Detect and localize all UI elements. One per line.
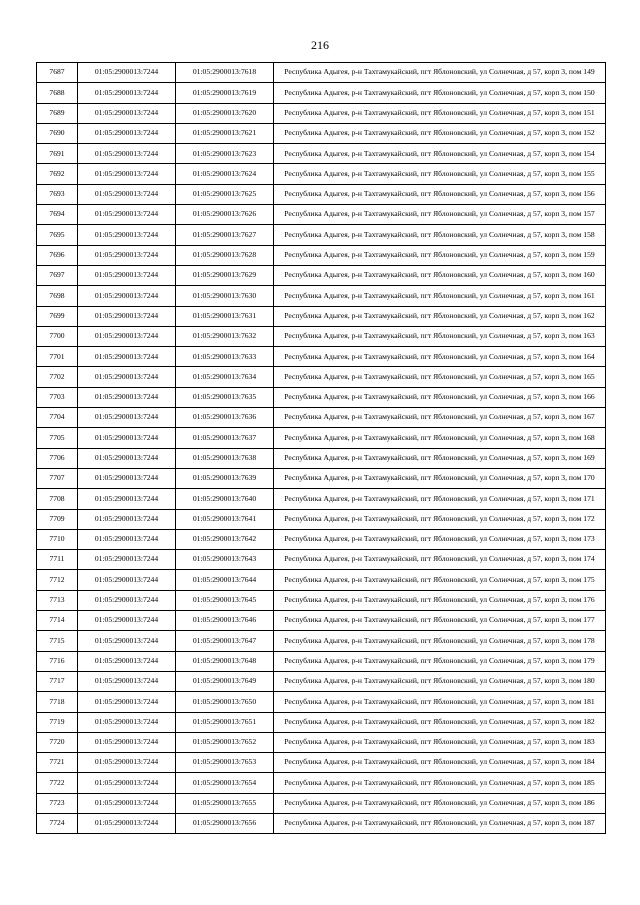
parent-cadastral-number: 01:05:2900013:7244 bbox=[78, 387, 176, 407]
address: Республика Адыгея, р-н Тахтамукайский, пгт Яблоновский, ул Солнечная, д 57, корп 3, пом 177 bbox=[274, 611, 606, 631]
row-number: 7717 bbox=[37, 671, 78, 691]
cadastral-number: 01:05:2900013:7638 bbox=[176, 448, 274, 468]
address: Республика Адыгея, р-н Тахтамукайский, пгт Яблоновский, ул Солнечная, д 57, корп 3, пом 149 bbox=[274, 63, 606, 83]
cadastral-number: 01:05:2900013:7623 bbox=[176, 144, 274, 164]
address: Республика Адыгея, р-н Тахтамукайский, пгт Яблоновский, ул Солнечная, д 57, корп 3, пом 172 bbox=[274, 509, 606, 529]
table-row bbox=[37, 306, 606, 326]
cadastral-number: 01:05:2900013:7632 bbox=[176, 326, 274, 346]
parent-cadastral-number: 01:05:2900013:7244 bbox=[78, 712, 176, 732]
parent-cadastral-number: 01:05:2900013:7244 bbox=[78, 590, 176, 610]
row-number: 7721 bbox=[37, 753, 78, 773]
table-row bbox=[37, 712, 606, 732]
table-row bbox=[37, 367, 606, 387]
row-number: 7707 bbox=[37, 468, 78, 488]
address: Республика Адыгея, р-н Тахтамукайский, пгт Яблоновский, ул Солнечная, д 57, корп 3, пом 171 bbox=[274, 489, 606, 509]
cadastral-number: 01:05:2900013:7626 bbox=[176, 205, 274, 225]
parent-cadastral-number: 01:05:2900013:7244 bbox=[78, 489, 176, 509]
address: Республика Адыгея, р-н Тахтамукайский, пгт Яблоновский, ул Солнечная, д 57, корп 3, пом 161 bbox=[274, 286, 606, 306]
row-number: 7705 bbox=[37, 428, 78, 448]
parent-cadastral-number: 01:05:2900013:7244 bbox=[78, 367, 176, 387]
table-row bbox=[37, 651, 606, 671]
address: Республика Адыгея, р-н Тахтамукайский, пгт Яблоновский, ул Солнечная, д 57, корп 3, пом 184 bbox=[274, 753, 606, 773]
cadastral-number: 01:05:2900013:7654 bbox=[176, 773, 274, 793]
address: Республика Адыгея, р-н Тахтамукайский, пгт Яблоновский, ул Солнечная, д 57, корп 3, пом 170 bbox=[274, 468, 606, 488]
row-number: 7718 bbox=[37, 692, 78, 712]
cadastral-number: 01:05:2900013:7648 bbox=[176, 651, 274, 671]
address: Республика Адыгея, р-н Тахтамукайский, пгт Яблоновский, ул Солнечная, д 57, корп 3, пом 187 bbox=[274, 813, 606, 833]
row-number: 7697 bbox=[37, 265, 78, 285]
table-row bbox=[37, 428, 606, 448]
cadastral-number: 01:05:2900013:7642 bbox=[176, 529, 274, 549]
table-row bbox=[37, 63, 606, 83]
table-row bbox=[37, 387, 606, 407]
row-number: 7706 bbox=[37, 448, 78, 468]
cadastral-number: 01:05:2900013:7637 bbox=[176, 428, 274, 448]
row-number: 7704 bbox=[37, 408, 78, 428]
table-row bbox=[37, 448, 606, 468]
address: Республика Адыгея, р-н Тахтамукайский, пгт Яблоновский, ул Солнечная, д 57, корп 3, пом 152 bbox=[274, 123, 606, 143]
row-number: 7688 bbox=[37, 83, 78, 103]
cadastral-number: 01:05:2900013:7656 bbox=[176, 813, 274, 833]
parent-cadastral-number: 01:05:2900013:7244 bbox=[78, 631, 176, 651]
table-row bbox=[37, 83, 606, 103]
parent-cadastral-number: 01:05:2900013:7244 bbox=[78, 550, 176, 570]
table-row bbox=[37, 164, 606, 184]
address: Республика Адыгея, р-н Тахтамукайский, пгт Яблоновский, ул Солнечная, д 57, корп 3, пом 167 bbox=[274, 408, 606, 428]
address: Республика Адыгея, р-н Тахтамукайский, пгт Яблоновский, ул Солнечная, д 57, корп 3, пом 180 bbox=[274, 671, 606, 691]
address: Республика Адыгея, р-н Тахтамукайский, пгт Яблоновский, ул Солнечная, д 57, корп 3, пом 155 bbox=[274, 164, 606, 184]
cadastral-number: 01:05:2900013:7627 bbox=[176, 225, 274, 245]
row-number: 7711 bbox=[37, 550, 78, 570]
parent-cadastral-number: 01:05:2900013:7244 bbox=[78, 529, 176, 549]
table-row bbox=[37, 813, 606, 833]
cadastral-number: 01:05:2900013:7633 bbox=[176, 347, 274, 367]
cadastral-number: 01:05:2900013:7647 bbox=[176, 631, 274, 651]
row-number: 7710 bbox=[37, 529, 78, 549]
address: Республика Адыгея, р-н Тахтамукайский, пгт Яблоновский, ул Солнечная, д 57, корп 3, пом 179 bbox=[274, 651, 606, 671]
row-number: 7713 bbox=[37, 590, 78, 610]
parent-cadastral-number: 01:05:2900013:7244 bbox=[78, 144, 176, 164]
table-row bbox=[37, 570, 606, 590]
row-number: 7690 bbox=[37, 123, 78, 143]
parent-cadastral-number: 01:05:2900013:7244 bbox=[78, 103, 176, 123]
cadastral-number: 01:05:2900013:7618 bbox=[176, 63, 274, 83]
row-number: 7694 bbox=[37, 205, 78, 225]
parent-cadastral-number: 01:05:2900013:7244 bbox=[78, 83, 176, 103]
address: Республика Адыгея, р-н Тахтамукайский, пгт Яблоновский, ул Солнечная, д 57, корп 3, пом 173 bbox=[274, 529, 606, 549]
address: Республика Адыгея, р-н Тахтамукайский, пгт Яблоновский, ул Солнечная, д 57, корп 3, пом 165 bbox=[274, 367, 606, 387]
address: Республика Адыгея, р-н Тахтамукайский, пгт Яблоновский, ул Солнечная, д 57, корп 3, пом 176 bbox=[274, 590, 606, 610]
row-number: 7696 bbox=[37, 245, 78, 265]
address: Республика Адыгея, р-н Тахтамукайский, пгт Яблоновский, ул Солнечная, д 57, корп 3, пом 178 bbox=[274, 631, 606, 651]
row-number: 7708 bbox=[37, 489, 78, 509]
cadastral-number: 01:05:2900013:7630 bbox=[176, 286, 274, 306]
address: Республика Адыгея, р-н Тахтамукайский, пгт Яблоновский, ул Солнечная, д 57, корп 3, пом 186 bbox=[274, 793, 606, 813]
cadastral-number: 01:05:2900013:7631 bbox=[176, 306, 274, 326]
cadastral-number: 01:05:2900013:7621 bbox=[176, 123, 274, 143]
cadastral-number: 01:05:2900013:7652 bbox=[176, 732, 274, 752]
parent-cadastral-number: 01:05:2900013:7244 bbox=[78, 408, 176, 428]
table-row bbox=[37, 245, 606, 265]
address: Республика Адыгея, р-н Тахтамукайский, пгт Яблоновский, ул Солнечная, д 57, корп 3, пом 166 bbox=[274, 387, 606, 407]
row-number: 7723 bbox=[37, 793, 78, 813]
parent-cadastral-number: 01:05:2900013:7244 bbox=[78, 448, 176, 468]
table-row bbox=[37, 408, 606, 428]
parent-cadastral-number: 01:05:2900013:7244 bbox=[78, 753, 176, 773]
address: Республика Адыгея, р-н Тахтамукайский, пгт Яблоновский, ул Солнечная, д 57, корп 3, пом 185 bbox=[274, 773, 606, 793]
table-row bbox=[37, 144, 606, 164]
row-number: 7720 bbox=[37, 732, 78, 752]
table-row bbox=[37, 529, 606, 549]
parent-cadastral-number: 01:05:2900013:7244 bbox=[78, 164, 176, 184]
parent-cadastral-number: 01:05:2900013:7244 bbox=[78, 813, 176, 833]
cadastral-number: 01:05:2900013:7625 bbox=[176, 184, 274, 204]
cadastral-number: 01:05:2900013:7653 bbox=[176, 753, 274, 773]
row-number: 7692 bbox=[37, 164, 78, 184]
table-row bbox=[37, 732, 606, 752]
row-number: 7722 bbox=[37, 773, 78, 793]
row-number: 7689 bbox=[37, 103, 78, 123]
parent-cadastral-number: 01:05:2900013:7244 bbox=[78, 671, 176, 691]
parent-cadastral-number: 01:05:2900013:7244 bbox=[78, 793, 176, 813]
address: Республика Адыгея, р-н Тахтамукайский, пгт Яблоновский, ул Солнечная, д 57, корп 3, пом 154 bbox=[274, 144, 606, 164]
parent-cadastral-number: 01:05:2900013:7244 bbox=[78, 63, 176, 83]
cadastral-number: 01:05:2900013:7619 bbox=[176, 83, 274, 103]
parent-cadastral-number: 01:05:2900013:7244 bbox=[78, 225, 176, 245]
address: Республика Адыгея, р-н Тахтамукайский, пгт Яблоновский, ул Солнечная, д 57, корп 3, пом 163 bbox=[274, 326, 606, 346]
table-row bbox=[37, 611, 606, 631]
table-row bbox=[37, 550, 606, 570]
cadastral-number: 01:05:2900013:7655 bbox=[176, 793, 274, 813]
address: Республика Адыгея, р-н Тахтамукайский, пгт Яблоновский, ул Солнечная, д 57, корп 3, пом 160 bbox=[274, 265, 606, 285]
row-number: 7719 bbox=[37, 712, 78, 732]
address: Республика Адыгея, р-н Тахтамукайский, пгт Яблоновский, ул Солнечная, д 57, корп 3, пом 164 bbox=[274, 347, 606, 367]
address: Республика Адыгея, р-н Тахтамукайский, пгт Яблоновский, ул Солнечная, д 57, корп 3, пом 181 bbox=[274, 692, 606, 712]
parent-cadastral-number: 01:05:2900013:7244 bbox=[78, 468, 176, 488]
table-row bbox=[37, 773, 606, 793]
table-row bbox=[37, 265, 606, 285]
row-number: 7709 bbox=[37, 509, 78, 529]
cadastral-number: 01:05:2900013:7639 bbox=[176, 468, 274, 488]
address: Республика Адыгея, р-н Тахтамукайский, пгт Яблоновский, ул Солнечная, д 57, корп 3, пом 150 bbox=[274, 83, 606, 103]
table-row bbox=[37, 590, 606, 610]
row-number: 7702 bbox=[37, 367, 78, 387]
address: Республика Адыгея, р-н Тахтамукайский, пгт Яблоновский, ул Солнечная, д 57, корп 3, пом 151 bbox=[274, 103, 606, 123]
row-number: 7699 bbox=[37, 306, 78, 326]
address: Республика Адыгея, р-н Тахтамукайский, пгт Яблоновский, ул Солнечная, д 57, корп 3, пом 175 bbox=[274, 570, 606, 590]
row-number: 7724 bbox=[37, 813, 78, 833]
parent-cadastral-number: 01:05:2900013:7244 bbox=[78, 509, 176, 529]
parent-cadastral-number: 01:05:2900013:7244 bbox=[78, 306, 176, 326]
cadastral-number: 01:05:2900013:7636 bbox=[176, 408, 274, 428]
address: Республика Адыгея, р-н Тахтамукайский, пгт Яблоновский, ул Солнечная, д 57, корп 3, пом 157 bbox=[274, 205, 606, 225]
parent-cadastral-number: 01:05:2900013:7244 bbox=[78, 732, 176, 752]
cadastral-number: 01:05:2900013:7646 bbox=[176, 611, 274, 631]
parent-cadastral-number: 01:05:2900013:7244 bbox=[78, 265, 176, 285]
row-number: 7716 bbox=[37, 651, 78, 671]
cadastral-number: 01:05:2900013:7634 bbox=[176, 367, 274, 387]
address: Республика Адыгея, р-н Тахтамукайский, пгт Яблоновский, ул Солнечная, д 57, корп 3, пом 182 bbox=[274, 712, 606, 732]
cadastral-number: 01:05:2900013:7640 bbox=[176, 489, 274, 509]
table-row bbox=[37, 225, 606, 245]
table-row bbox=[37, 753, 606, 773]
table-row bbox=[37, 123, 606, 143]
table-row bbox=[37, 793, 606, 813]
row-number: 7691 bbox=[37, 144, 78, 164]
address: Республика Адыгея, р-н Тахтамукайский, пгт Яблоновский, ул Солнечная, д 57, корп 3, пом 158 bbox=[274, 225, 606, 245]
parent-cadastral-number: 01:05:2900013:7244 bbox=[78, 123, 176, 143]
address: Республика Адыгея, р-н Тахтамукайский, пгт Яблоновский, ул Солнечная, д 57, корп 3, пом 174 bbox=[274, 550, 606, 570]
row-number: 7695 bbox=[37, 225, 78, 245]
row-number: 7712 bbox=[37, 570, 78, 590]
cadastral-number: 01:05:2900013:7629 bbox=[176, 265, 274, 285]
parent-cadastral-number: 01:05:2900013:7244 bbox=[78, 570, 176, 590]
row-number: 7714 bbox=[37, 611, 78, 631]
cadastral-number: 01:05:2900013:7620 bbox=[176, 103, 274, 123]
parent-cadastral-number: 01:05:2900013:7244 bbox=[78, 245, 176, 265]
table-row bbox=[37, 468, 606, 488]
parent-cadastral-number: 01:05:2900013:7244 bbox=[78, 347, 176, 367]
row-number: 7715 bbox=[37, 631, 78, 651]
parent-cadastral-number: 01:05:2900013:7244 bbox=[78, 611, 176, 631]
table-row bbox=[37, 692, 606, 712]
parent-cadastral-number: 01:05:2900013:7244 bbox=[78, 205, 176, 225]
cadastral-number: 01:05:2900013:7643 bbox=[176, 550, 274, 570]
cadastral-number: 01:05:2900013:7644 bbox=[176, 570, 274, 590]
table-body bbox=[37, 63, 606, 834]
address: Республика Адыгея, р-н Тахтамукайский, пгт Яблоновский, ул Солнечная, д 57, корп 3, пом 159 bbox=[274, 245, 606, 265]
parent-cadastral-number: 01:05:2900013:7244 bbox=[78, 286, 176, 306]
parent-cadastral-number: 01:05:2900013:7244 bbox=[78, 692, 176, 712]
cadastral-table bbox=[36, 62, 606, 834]
table-row bbox=[37, 286, 606, 306]
table-row bbox=[37, 631, 606, 651]
cadastral-number: 01:05:2900013:7645 bbox=[176, 590, 274, 610]
row-number: 7698 bbox=[37, 286, 78, 306]
parent-cadastral-number: 01:05:2900013:7244 bbox=[78, 428, 176, 448]
address: Республика Адыгея, р-н Тахтамукайский, пгт Яблоновский, ул Солнечная, д 57, корп 3, пом 169 bbox=[274, 448, 606, 468]
row-number: 7700 bbox=[37, 326, 78, 346]
cadastral-number: 01:05:2900013:7651 bbox=[176, 712, 274, 732]
parent-cadastral-number: 01:05:2900013:7244 bbox=[78, 184, 176, 204]
row-number: 7701 bbox=[37, 347, 78, 367]
cadastral-number: 01:05:2900013:7650 bbox=[176, 692, 274, 712]
address: Республика Адыгея, р-н Тахтамукайский, пгт Яблоновский, ул Солнечная, д 57, корп 3, пом 168 bbox=[274, 428, 606, 448]
row-number: 7703 bbox=[37, 387, 78, 407]
table-row bbox=[37, 671, 606, 691]
parent-cadastral-number: 01:05:2900013:7244 bbox=[78, 773, 176, 793]
parent-cadastral-number: 01:05:2900013:7244 bbox=[78, 651, 176, 671]
table-row bbox=[37, 489, 606, 509]
cadastral-number: 01:05:2900013:7635 bbox=[176, 387, 274, 407]
row-number: 7687 bbox=[37, 63, 78, 83]
cadastral-number: 01:05:2900013:7624 bbox=[176, 164, 274, 184]
address: Республика Адыгея, р-н Тахтамукайский, пгт Яблоновский, ул Солнечная, д 57, корп 3, пом 156 bbox=[274, 184, 606, 204]
address: Республика Адыгея, р-н Тахтамукайский, пгт Яблоновский, ул Солнечная, д 57, корп 3, пом 183 bbox=[274, 732, 606, 752]
table-row bbox=[37, 347, 606, 367]
table-row bbox=[37, 326, 606, 346]
cadastral-number: 01:05:2900013:7641 bbox=[176, 509, 274, 529]
cadastral-number: 01:05:2900013:7628 bbox=[176, 245, 274, 265]
table-row bbox=[37, 103, 606, 123]
parent-cadastral-number: 01:05:2900013:7244 bbox=[78, 326, 176, 346]
table-row bbox=[37, 509, 606, 529]
table-row bbox=[37, 184, 606, 204]
cadastral-number: 01:05:2900013:7649 bbox=[176, 671, 274, 691]
page-number: 216 bbox=[311, 38, 329, 52]
row-number: 7693 bbox=[37, 184, 78, 204]
address: Республика Адыгея, р-н Тахтамукайский, пгт Яблоновский, ул Солнечная, д 57, корп 3, пом 162 bbox=[274, 306, 606, 326]
table-row bbox=[37, 205, 606, 225]
